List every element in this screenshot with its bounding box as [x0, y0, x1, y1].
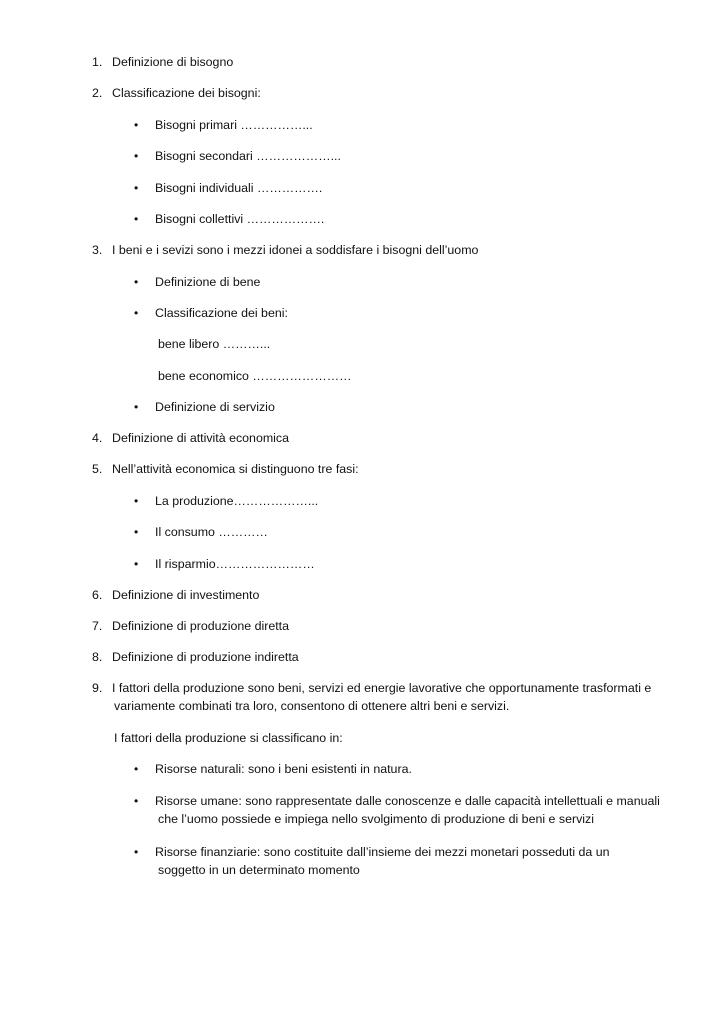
item-text: I fattori della produzione si classificano in: [114, 731, 343, 745]
item-text: che l’uomo possiede e impiega nello svolgimento di produzione di beni e servizi [158, 812, 594, 826]
bullet-icon: • [134, 149, 139, 163]
item-text: Il consumo ………… [155, 525, 268, 539]
list-item [0, 650, 724, 666]
bullet-item [0, 762, 724, 778]
bullet-item [0, 275, 724, 291]
list-item-continuation [0, 699, 724, 715]
paragraph [0, 731, 724, 747]
sub-item [0, 337, 724, 353]
item-number: 8. [92, 650, 103, 664]
bullet-item [0, 181, 724, 197]
item-number: 2. [92, 86, 103, 100]
bullet-icon: • [134, 275, 139, 289]
item-text: variamente combinati tra loro, consentono di ottenere altri beni e servizi. [114, 699, 510, 713]
bullet-item [0, 525, 724, 541]
item-text: I beni e i sevizi sono i mezzi idonei a soddisfare i bisogni dell’uomo [112, 243, 479, 257]
bullet-icon: • [134, 118, 139, 132]
item-text: Definizione di bene [155, 275, 261, 289]
item-number: 6. [92, 588, 103, 602]
bullet-item [0, 306, 724, 322]
bullet-icon: • [134, 762, 139, 776]
bullet-item-continuation [0, 863, 724, 879]
item-text: Definizione di produzione indiretta [112, 650, 299, 664]
item-text: Definizione di produzione diretta [112, 619, 290, 633]
item-text: Definizione di servizio [155, 400, 275, 414]
bullet-icon: • [134, 181, 139, 195]
list-item [0, 462, 724, 478]
item-text: Definizione di investimento [112, 588, 260, 602]
list-item [0, 588, 724, 604]
item-text: Risorse umane: sono rappresentate dalle conoscenze e dalle capacità intellettuali e manuali [155, 794, 660, 808]
item-text: Definizione di attività economica [112, 431, 290, 445]
item-number: 3. [92, 243, 103, 257]
bullet-item [0, 400, 724, 416]
item-text: Bisogni individuali ……………. [155, 181, 323, 195]
bullet-item [0, 845, 724, 861]
bullet-item [0, 149, 724, 165]
bullet-item [0, 118, 724, 134]
bullet-icon: • [134, 794, 139, 808]
item-text: Nell’attività economica si distinguono tre fasi: [112, 462, 359, 476]
item-text: La produzione………………... [155, 494, 319, 508]
list-item [0, 431, 724, 447]
bullet-icon: • [134, 557, 139, 571]
item-text: Risorse naturali: sono i beni esistenti in natura. [155, 762, 412, 776]
bullet-icon: • [134, 845, 139, 859]
bullet-icon: • [134, 400, 139, 414]
item-text: Classificazione dei beni: [155, 306, 288, 320]
item-number: 5. [92, 462, 103, 476]
item-number: 7. [92, 619, 103, 633]
list-item [0, 681, 724, 697]
bullet-item [0, 557, 724, 573]
sub-item [0, 369, 724, 385]
list-item [0, 86, 724, 102]
item-text: bene economico …………………… [158, 369, 352, 383]
item-text: Classificazione dei bisogni: [112, 86, 261, 100]
bullet-item-continuation [0, 812, 724, 828]
item-number: 1. [92, 55, 103, 69]
item-text: bene libero ………... [158, 337, 271, 351]
list-item [0, 243, 724, 259]
item-text: Bisogni primari ……………... [155, 118, 313, 132]
bullet-item [0, 212, 724, 228]
list-item [0, 619, 724, 635]
bullet-item [0, 794, 724, 810]
item-text: Definizione di bisogno [112, 55, 234, 69]
item-text: Bisogni collettivi ………………. [155, 212, 325, 226]
item-number: 4. [92, 431, 103, 445]
bullet-icon: • [134, 525, 139, 539]
item-text: I fattori della produzione sono beni, servizi ed energie lavorative che opportunamente trasformati e [112, 681, 652, 695]
bullet-icon: • [134, 212, 139, 226]
item-number: 9. [92, 681, 103, 695]
item-text: soggetto in un determinato momento [158, 863, 360, 877]
item-text: Bisogni secondari ………………... [155, 149, 341, 163]
item-text: Risorse finanziarie: sono costituite dall’insieme dei mezzi monetari posseduti da un [155, 845, 610, 859]
bullet-item [0, 494, 724, 510]
bullet-icon: • [134, 306, 139, 320]
item-text: Il risparmio…………………… [155, 557, 315, 571]
list-item [0, 55, 724, 71]
bullet-icon: • [134, 494, 139, 508]
